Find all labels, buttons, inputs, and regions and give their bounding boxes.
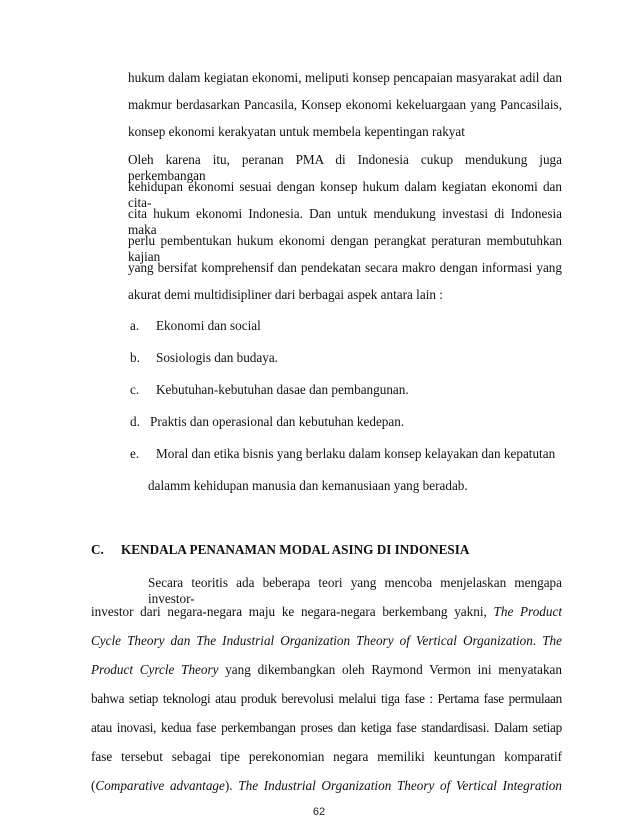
text-line: yang bersifat komprehensif dan pendekatan secara makro dengan informasi yang <box>128 260 562 275</box>
list-continuation: dalamm kehidupan manusia dan kemanusiaan yang beradab. <box>148 478 468 493</box>
text-line: Oleh karena itu, peranan PMA di Indonesia cukup mendukung juga perkembangan <box>128 152 562 183</box>
text-segment: ( <box>91 778 96 793</box>
text-segment: investor dari negara-negara maju ke negara-negara berkembang yakni, <box>91 604 494 619</box>
list-text: Praktis dan operasional dan kebutuhan kedepan. <box>150 414 405 429</box>
text-segment: . <box>532 633 543 648</box>
italic-segment: Comparative advantage <box>95 778 225 793</box>
text-line: hukum dalam kegiatan ekonomi, meliputi konsep pencapaian masyarakat adil dan <box>128 70 562 85</box>
list-text: Kebutuhan-kebutuhan dasae dan pembangunan. <box>156 382 409 397</box>
list-item <box>130 446 555 462</box>
text-line <box>91 778 562 794</box>
section-title: KENDALA PENANAMAN MODAL ASING DI INDONESIA <box>121 542 470 557</box>
text-line: bahwa setiap teknologi atau produk berevolusi melalui tiga fase : Pertama fase permulaan <box>91 691 562 706</box>
text-segment: ). <box>224 778 239 793</box>
list-label: e. <box>130 446 140 461</box>
list-item <box>130 414 404 430</box>
text-line: Secara teoritis ada beberapa teori yang mencoba menjelaskan mengapa investor- <box>148 575 562 606</box>
text-line <box>91 633 562 649</box>
text-line: fase tersebut sebagai tipe perekonomian negara memiliki keuntungan komparatif <box>91 749 562 764</box>
section-number: C. <box>91 542 104 557</box>
list-text: Ekonomi dan social <box>156 318 261 333</box>
list-text: Sosiologis dan budaya. <box>156 350 278 365</box>
list-text: Moral dan etika bisnis yang berlaku dalam konsep kelayakan dan kepatutan <box>156 446 556 461</box>
text-line: makmur berdasarkan Pancasila, Konsep ekonomi kekeluargaan yang Pancasilais, <box>128 97 562 112</box>
italic-segment: Product Cyrcle Theory <box>91 662 219 677</box>
text-line: konsep ekonomi kerakyatan untuk membela kepentingan rakyat <box>128 124 465 139</box>
list-item <box>130 318 261 334</box>
text-line <box>91 662 562 678</box>
italic-segment: The Product <box>493 604 562 619</box>
list-label: d. <box>130 414 140 429</box>
text-line: cita hukum ekonomi Indonesia. Dan untuk mendukung investasi di Indonesia maka <box>128 206 562 237</box>
text-line: atau inovasi, kedua fase perkembangan proses dan ketiga fase standardisasi. Dalam setiap <box>91 720 562 735</box>
list-label: c. <box>130 382 140 397</box>
list-label: a. <box>130 318 140 333</box>
text-line: kehidupan ekonomi sesuai dengan konsep hukum dalam kegiatan ekonomi dan cita- <box>128 179 562 210</box>
list-item <box>130 382 409 398</box>
text-line <box>91 604 562 620</box>
page-number: 62 <box>312 806 326 818</box>
list-item <box>130 350 278 366</box>
text-line: akurat demi multidisipliner dari berbagai aspek antara lain : <box>128 287 443 302</box>
italic-segment: The <box>542 633 562 648</box>
italic-segment: Cycle Theory dan The Industrial Organization Theory of Vertical Organization <box>91 633 533 648</box>
list-label: b. <box>130 350 140 365</box>
section-heading <box>91 542 469 558</box>
text-segment: yang dikembangkan oleh Raymond Vermon ini menyatakan <box>218 662 562 677</box>
italic-segment: The Industrial Organization Theory of Vertical Integration <box>238 778 562 793</box>
text-line: perlu pembentukan hukum ekonomi dengan perangkat peraturan membutuhkan kajian <box>128 233 562 264</box>
